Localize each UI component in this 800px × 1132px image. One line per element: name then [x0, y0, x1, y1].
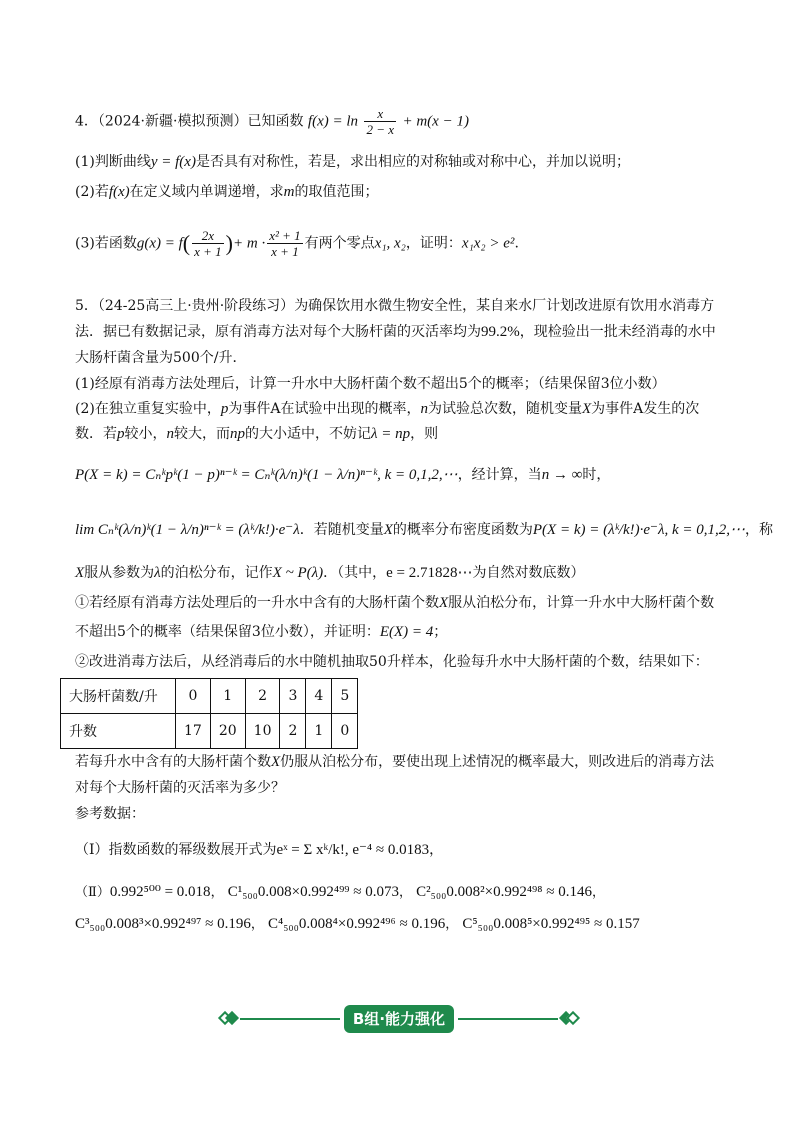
q4-source: （2024·新疆·模拟预测） [97, 113, 248, 130]
q5-source: （24-25高三上·贵州·阶段练习） [97, 298, 295, 314]
table-cell: 4 [306, 679, 332, 714]
q5-binomial-line: P(X = k) = Cₙᵏpᵏ(1 − p)ⁿ⁻ᵏ = Cₙᵏ(λ/n)ᵏ(1 − λ/n)ⁿ⁻ᵏ, k = 0,1,2,⋯，经计算，当n → ∞时， [75, 467, 611, 483]
q5-definition: X服从参数为λ的泊松分布，记作X ~ P(λ)．（其中，e = 2.71828⋯为自然对数底数） [75, 565, 585, 581]
q5-limit-line: lim Cₙᵏ(λ/n)ᵏ(1 − λ/n)ⁿ⁻ᵏ = (λᵏ/k!)·e⁻λ．若随机变量X的概率分布密度函数为P(X = k) = (λᵏ/k!)·e⁻λ, k = 0,1,2,⋯，称 [75, 522, 773, 538]
q5-part2-line2: 数．若p较小，n较大，而np的大小适中，不妨记λ = np，则 [75, 426, 439, 442]
q5-number: 5． [75, 298, 98, 314]
table-cell: 大肠杆菌数/升 [61, 679, 176, 714]
table-row [61, 679, 358, 714]
section-banner [218, 1005, 580, 1033]
q5-stem-line3: 大肠杆菌含量为500个/升． [75, 350, 247, 366]
q5-sub1-line2: 不超出5个的概率（结果保留3位小数），并证明：E(X) = 4； [75, 624, 448, 640]
banner-line-right [458, 1018, 558, 1020]
table-cell: 2 [245, 679, 280, 714]
table-cell: 1 [306, 714, 332, 749]
ref2-item: C²₅₀₀0.008²×0.992⁴⁹⁸ ≈ 0.146 [416, 884, 592, 900]
q5-part2-line1: (2)在独立重复实验中，p为事件A在试验中出现的概率，n为试验总次数，随机变量X为事件A发生的次 [75, 401, 700, 417]
q4-number: 4． [75, 113, 98, 130]
q4-stem: 已知函数 [247, 113, 304, 130]
table-row [61, 714, 358, 749]
banner-line-left [240, 1018, 340, 1020]
q5-rate: 99.2% [481, 324, 520, 340]
table-cell: 1 [210, 679, 245, 714]
table-cell: 5 [332, 679, 358, 714]
ref1-line: （Ⅰ）指数函数的幂级数展开式为eˣ = Σ xᵏ/k!, e⁻⁴ ≈ 0.0183， [75, 842, 444, 858]
limit-formula: lim Cₙᵏ(λ/n)ᵏ(1 − λ/n)ⁿ⁻ᵏ = (λᵏ/k!)·e⁻λ [75, 522, 300, 538]
ref-title: 参考数据： [75, 806, 145, 822]
q4-formula-lhs: f(x) = ln [307, 113, 359, 130]
ref1-formula: eˣ = Σ xᵏ/k!, e⁻⁴ ≈ 0.0183 [276, 842, 430, 858]
section-title: B组·能力强化 [344, 1005, 454, 1033]
table-cell: 17 [176, 714, 211, 749]
binomial-formula: P(X = k) = Cₙᵏpᵏ(1 − p)ⁿ⁻ᵏ = Cₙᵏ(λ/n)ᵏ(1 − λ/n)ⁿ⁻ᵏ, k = 0,1,2,⋯ [75, 467, 458, 483]
table-cell: 3 [280, 679, 306, 714]
q4-formula-tail: + m(x − 1) [402, 113, 469, 130]
poisson-pmf: P(X = k) = (λᵏ/k!)·e⁻λ, k = 0,1,2,⋯ [532, 522, 745, 538]
q5-stem-line2: 法．据已有数据记录，原有消毒方法对每个大肠杆菌的灭活率均为99.2%，现检验出一批未经消毒的水中 [75, 324, 716, 340]
ref2-line: （Ⅱ）0.992⁵⁰⁰ = 0.018， C¹₅₀₀0.008×0.992⁴⁹⁹ ≈ 0.073， C²₅₀₀0.008²×0.992⁴⁹⁸ ≈ 0.146， [75, 884, 606, 900]
data-table [60, 678, 358, 749]
q4-part3-frac1: $\frac{2x}{x + 1}$ [194, 228, 222, 259]
q5-after-line2: 对每个大肠杆菌的灭活率为多少？ [75, 780, 285, 796]
table-cell: 2 [280, 714, 306, 749]
q4-formula-frac: $\frac{x}{2 - x}$ [366, 106, 395, 137]
ref3-item: C⁴₅₀₀0.008⁴×0.992⁴⁹⁶ ≈ 0.196 [267, 916, 446, 932]
ref2-item: C¹₅₀₀0.008×0.992⁴⁹⁹ ≈ 0.073 [227, 884, 400, 900]
q4-part3: (3)若函数g(x) = f( $\frac{2x}{x + 1}$ )+ m · $\frac{\text{x² + 1}}{x + 1}$ 有两个零点x₁, x₂，证明：x₁x₂ > e². [75, 228, 519, 259]
table-cell: 升数 [61, 714, 176, 749]
table-cell: 20 [210, 714, 245, 749]
q4-part2: (2)若f(x)在定义域内单调递增，求m的取值范围； [75, 184, 379, 200]
ref2-item: 0.992⁵⁰⁰ = 0.018 [109, 884, 211, 900]
ref3-item: C⁵₅₀₀0.008⁵×0.992⁴⁹⁵ ≈ 0.157 [462, 916, 640, 932]
q5-header: 5．（24-25高三上·贵州·阶段练习）为确保饮用水微生物安全性，某自来水厂计划改进原有饮用水消毒方 [75, 298, 715, 314]
q4-part1: (1)判断曲线y = f(x)是否具有对称性，若是，求出相应的对称轴或对称中心，并加以说明； [75, 154, 630, 170]
q5-after-line1: 若每升水中含有的大肠杆菌个数X仍服从泊松分布，要使出现上述情况的概率最大，则改进后的消毒方法 [75, 754, 715, 770]
q5-sub1-line1: ①若经原有消毒方法处理后的一升水中含有的大肠杆菌个数X服从泊松分布，计算一升水中大肠杆菌个数 [75, 595, 715, 611]
table-cell: 10 [245, 714, 280, 749]
q4-curve: y = f(x) [150, 154, 196, 170]
table-cell: 0 [332, 714, 358, 749]
ref3-item: C³₅₀₀0.008³×0.992⁴⁹⁷ ≈ 0.196 [75, 916, 251, 932]
q5-part1: (1)经原有消毒方法处理后，计算一升水中大肠杆菌个数不超出5个的概率；（结果保留3位小数） [75, 376, 666, 392]
table-cell: 0 [176, 679, 211, 714]
ref3-line: C³₅₀₀0.008³×0.992⁴⁹⁷ ≈ 0.196， C⁴₅₀₀0.008⁴×0.992⁴⁹⁶ ≈ 0.196， C⁵₅₀₀0.008⁵×0.992⁴⁹⁵ ≈ 0.157 [75, 916, 640, 932]
q5-sub2-line1: ②改进消毒方法后，从经消毒后的水中随机抽取50升样本，化验每升水中大肠杆菌的个数，结果如下： [75, 654, 709, 670]
q4-header [75, 106, 750, 137]
q4-part3-frac2: $\frac{\text{x² + 1}}{x + 1}$ [269, 228, 301, 259]
